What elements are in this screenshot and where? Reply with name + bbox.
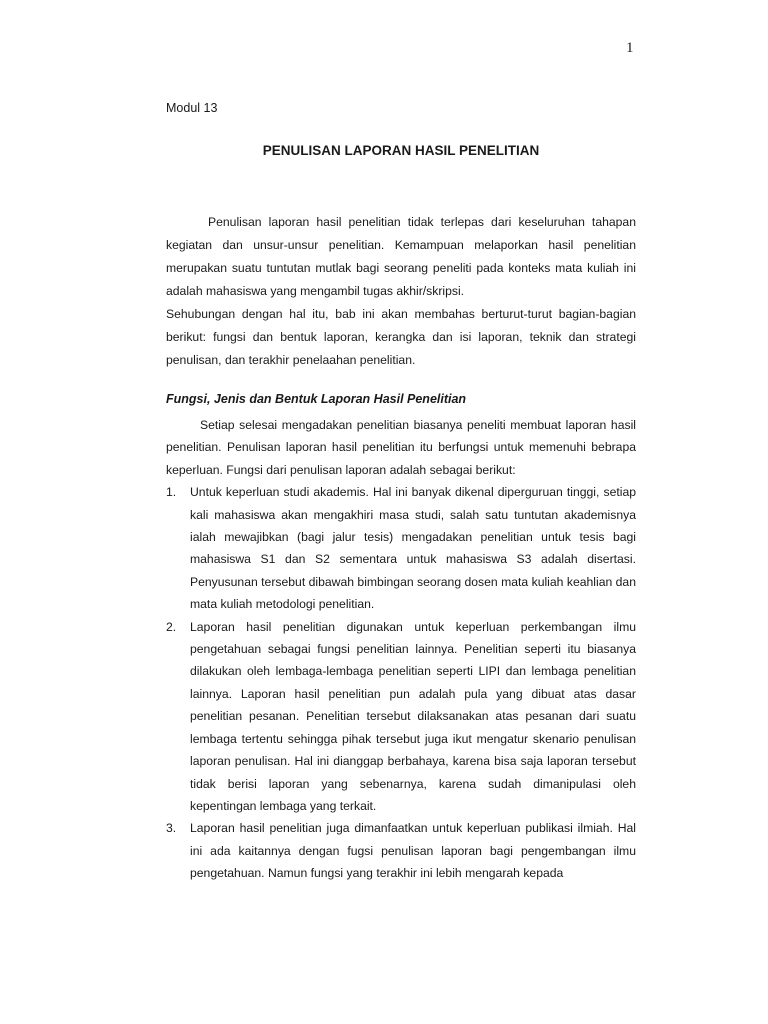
list-item-text: Laporan hasil penelitian digunakan untuk keperluan perkembangan ilmu pengetahuan sebagai fungsi penelitian lainnya. Penelitian seperti itu biasanya dilakukan oleh lembaga-lembaga penelitian seperti LIPI dan lembaga penelitian lainnya. Laporan hasil penelitian pun adalah pula yang dibuat atas dasar penelitian pesanan. Penelitian tersebut dilaksanakan atas pesanan dari suatu lembaga tertentu sehingga pihak tersebut juga ikut mengatur skenario penulisan laporan penulisan. Hal ini dianggap berbahaya, karena bisa saja laporan tersebut tidak berisi laporan yang sebenarnya, karena sudah dimanipulasi oleh kepentingan lembaga yang terkait.	[190, 619, 636, 813]
list-item-number: 2.	[166, 619, 177, 634]
list-item	[166, 481, 636, 615]
list-item	[166, 616, 636, 818]
list-item-number: 1.	[166, 485, 177, 500]
section-heading: Fungsi, Jenis dan Bentuk Laporan Hasil Penelitian	[166, 392, 467, 406]
section-paragraph: Setiap selesai mengadakan penelitian biasanya peneliti membuat laporan hasil penelitian. Penulisan laporan hasil penelitian itu berfungsi untuk memenuhi bebrapa keperluan. Fungsi dari penulisan laporan adalah sebagai berikut:	[166, 418, 636, 477]
list-item-text: Laporan hasil penelitian juga dimanfaatkan untuk keperluan publikasi ilmiah. Hal ini ada kaitannya dengan fugsi penulisan laporan bagi pengembangan ilmu pengetahuan. Namun fungsi yang terakhir ini lebih mengarah kepada	[190, 821, 636, 881]
intro-section	[166, 211, 636, 372]
list-item	[166, 817, 636, 884]
document-title: PENULISAN LAPORAN HASIL PENELITIAN	[262, 143, 540, 158]
module-label: Modul 13	[166, 101, 218, 115]
list-item-number: 3.	[166, 821, 177, 836]
intro-paragraph-2: Sehubungan dengan hal itu, bab ini akan membahas berturut-turut bagian-bagian berikut: fungsi dan bentuk laporan, kerangka dan isi laporan, teknik dan strategi penulisan, dan terakhir penelaahan penelitian.	[166, 307, 636, 367]
intro-paragraph-1: Penulisan laporan hasil penelitian tidak terlepas dari keseluruhan tahapan kegiatan dan unsur-unsur penelitian. Kemampuan melaporkan hasil penelitian merupakan suatu tuntutan mutlak bagi seorang peneliti pada konteks mata kuliah ini adalah mahasiswa yang mengambil tugas akhir/skripsi.	[166, 215, 636, 298]
page-number: 1	[626, 40, 634, 56]
list-item-text: Untuk keperluan studi akademis. Hal ini banyak dikenal diperguruan tinggi, setiap kali mahasiswa akan mengakhiri masa studi, salah satu tuntutan akademisnya ialah mewajibkan (bagi jalur tesis) mengadakan penelitian untuk tesis bagi mahasiswa S1 dan S2 sementara untuk mahasiswa S3 adalah disertasi. Penyusunan tersebut dibawah bimbingan seorang dosen mata kuliah keahlian dan mata kuliah metodologi penelitian.	[190, 485, 636, 612]
section-body	[166, 414, 636, 885]
function-list	[166, 481, 636, 884]
